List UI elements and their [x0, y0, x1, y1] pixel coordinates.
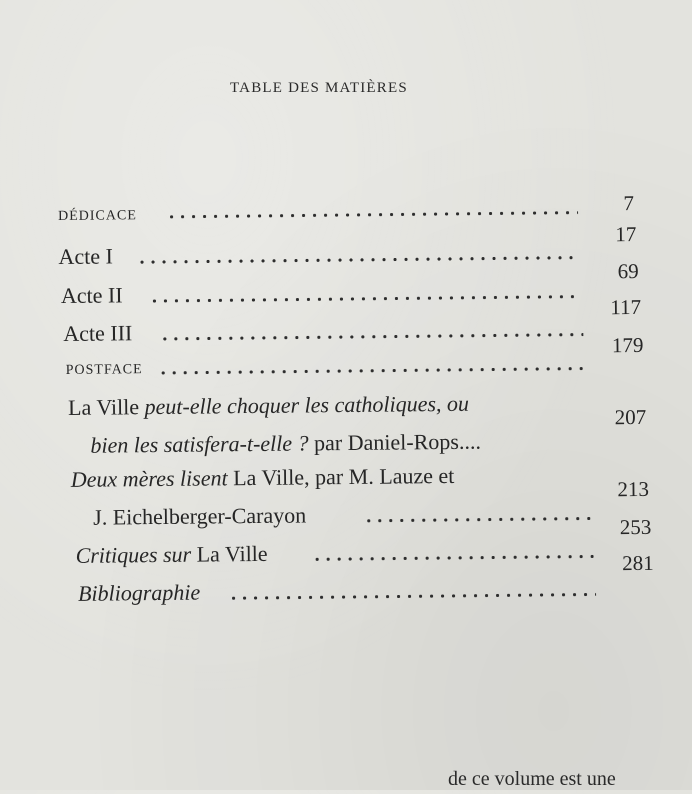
toc-page-acte-2: 69 [617, 258, 639, 284]
toc-entry-acte-1: Acte I [58, 243, 113, 270]
dot-leader [363, 515, 591, 523]
toc-page-daniel-rops: 207 [614, 404, 647, 430]
text-italic: peut-elle choquer les catholiques, ou [144, 390, 470, 420]
dot-leader [137, 255, 579, 266]
toc-entry-deux-meres-line1 [71, 463, 455, 493]
toc-page-dedicace: 7 [623, 191, 635, 216]
dot-leader [149, 294, 581, 305]
toc-entry-acte-3: Acte III [63, 320, 133, 346]
toc-page-acte-3: 117 [610, 294, 642, 320]
toc-entry-postface: POSTFACE [65, 362, 143, 378]
text-italic: Critiques sur [75, 541, 192, 568]
text-dots: .... [458, 428, 481, 454]
text-roman: La Ville [67, 394, 145, 420]
dot-leader [166, 210, 578, 220]
text-roman: La Ville [191, 540, 268, 567]
toc-entry-deux-meres-line2: J. Eichelberger-Carayon [93, 502, 307, 530]
toc-entry-daniel-rops-line1 [68, 391, 469, 421]
toc-page-acte-1: 17 [615, 221, 637, 247]
toc-entry-critiques [75, 541, 267, 569]
toc-entry-acte-2: Acte II [60, 282, 123, 309]
toc-page-bibliographie: 281 [622, 550, 654, 576]
dot-leader [228, 591, 596, 601]
page-title: TABLE DES MATIÈRES [230, 80, 408, 96]
toc-entry-dedicace: DÉDICACE [57, 208, 137, 225]
text-italic: Deux mères lisent [70, 465, 228, 492]
text-roman: par Daniel-Rops [308, 428, 459, 456]
text-roman: La Ville, par M. Lauze et [227, 462, 455, 491]
text-italic: bien les satisfera-t-elle ? [90, 430, 309, 458]
toc-entry-daniel-rops-line2 [90, 429, 481, 459]
dot-leader [312, 553, 594, 562]
dot-leader [158, 366, 584, 376]
toc-page-deux-meres: 213 [617, 476, 650, 502]
toc-page-postface: 179 [611, 332, 644, 358]
dot-leader [159, 332, 583, 342]
toc-entry-bibliographie: Bibliographie [77, 579, 201, 606]
toc-page-critiques: 253 [619, 514, 652, 540]
cut-off-text: de ce volume est une [448, 768, 616, 790]
